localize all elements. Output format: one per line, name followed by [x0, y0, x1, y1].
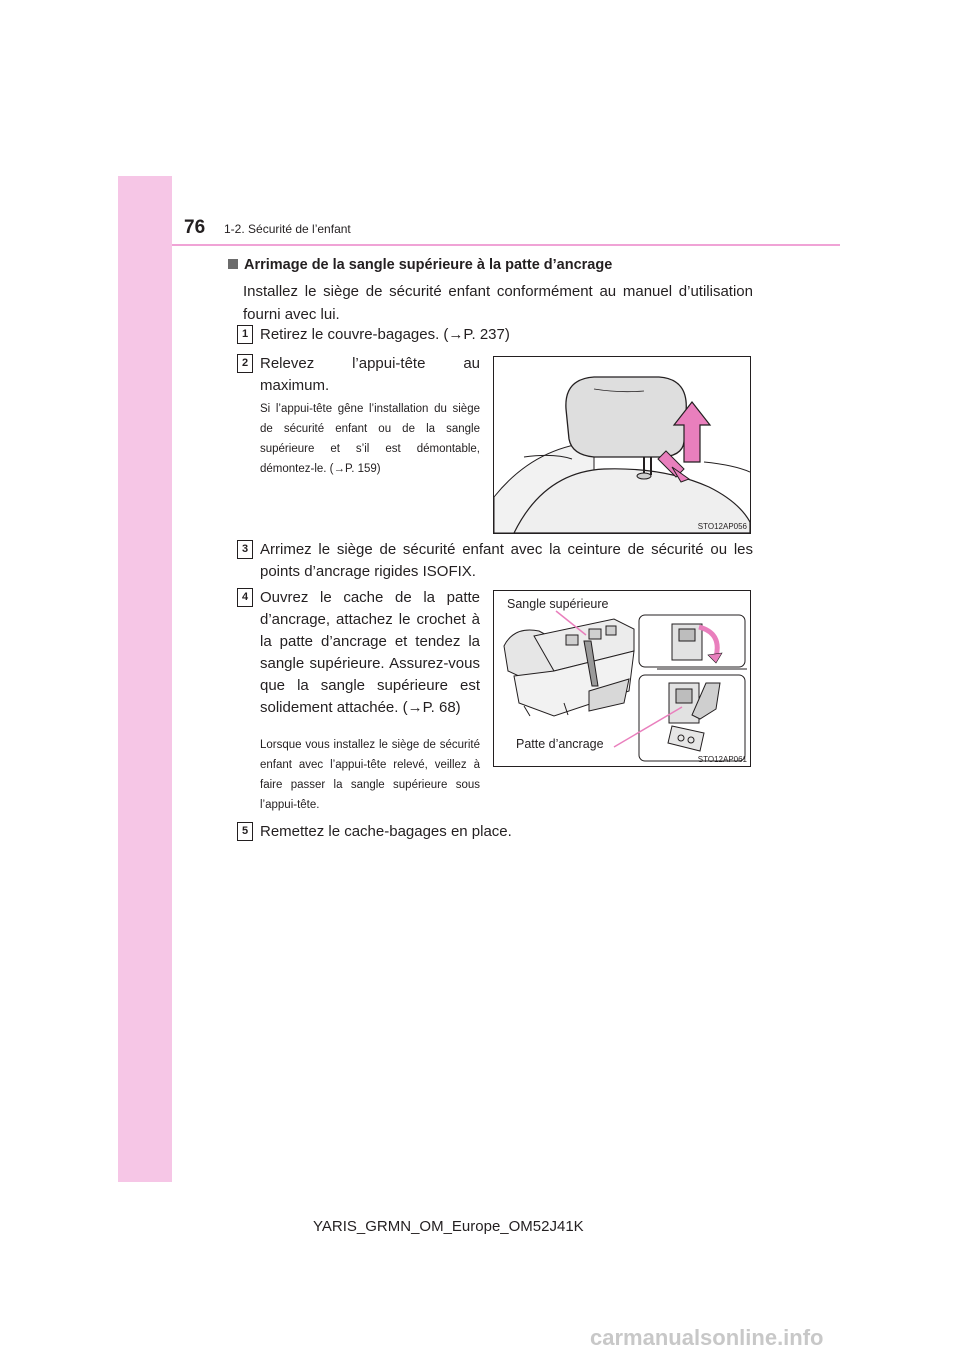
- intro-paragraph: Installez le siège de sécurité enfant conformément au manuel d’utilisation fourni avec lui.: [243, 283, 753, 323]
- figure-code-2: STO12AP061: [697, 755, 747, 764]
- step-5-badge: 5: [237, 822, 253, 841]
- step-3-badge: 3: [237, 540, 253, 559]
- step-4-text: Ouvrez le cache de la patte d’ancrage, attachez le crochet à la patte d’ancrage et tendez la sangle supérieure. Assurez-vous que la sangle supérieure est solidement attachée. (→P. 68): [260, 589, 480, 716]
- anchor-figure: [493, 590, 751, 767]
- step-1-text: Retirez le couvre-bagages. (→P. 237): [260, 326, 510, 343]
- watermark: carmanualsonline.info: [590, 1325, 824, 1350]
- step-3-text: Arrimez le siège de sécurité enfant avec la ceinture de sécurité ou les points d’ancrage rigides ISOFIX.: [260, 541, 753, 580]
- step-4-badge: 4: [237, 588, 253, 607]
- square-bullet-icon: [228, 259, 238, 269]
- step-1-badge: 1: [237, 325, 253, 344]
- figure-code-1: STO12AP056: [697, 522, 747, 531]
- callout-anchor-bracket: Patte d’ancrage: [516, 737, 604, 751]
- header-rule: [172, 244, 840, 246]
- headrest-illustration: [494, 357, 750, 533]
- document-footer: YARIS_GRMN_OM_Europe_OM52J41K: [313, 1218, 584, 1235]
- subsection-heading: [228, 257, 612, 273]
- step-2-note: Si l’appui-tête gêne l’installation du siège de sécurité enfant ou de la sangle supérieure et s’il est démontable, démontez-le. (→P. 159): [260, 403, 480, 475]
- section-title: 1-2. Sécurité de l’enfant: [224, 222, 351, 236]
- callout-top-strap: Sangle supérieure: [507, 597, 609, 611]
- headrest-figure: [493, 356, 751, 534]
- step-4-note: Lorsque vous installez le siège de sécurité enfant avec l’appui-tête relevé, veillez à faire passer la sangle supérieure sous l’appui-tête.: [260, 739, 480, 811]
- step-2-badge: 2: [237, 354, 253, 373]
- page-number: 76: [184, 217, 206, 238]
- step-5-text: Remettez le cache-bagages en place.: [260, 823, 512, 840]
- heading-text: Arrimage de la sangle supérieure à la patte d’ancrage: [244, 257, 613, 273]
- step-2-text: Relevez l’appui-tête au maximum.: [260, 355, 480, 394]
- chapter-sidebar: [118, 176, 172, 1182]
